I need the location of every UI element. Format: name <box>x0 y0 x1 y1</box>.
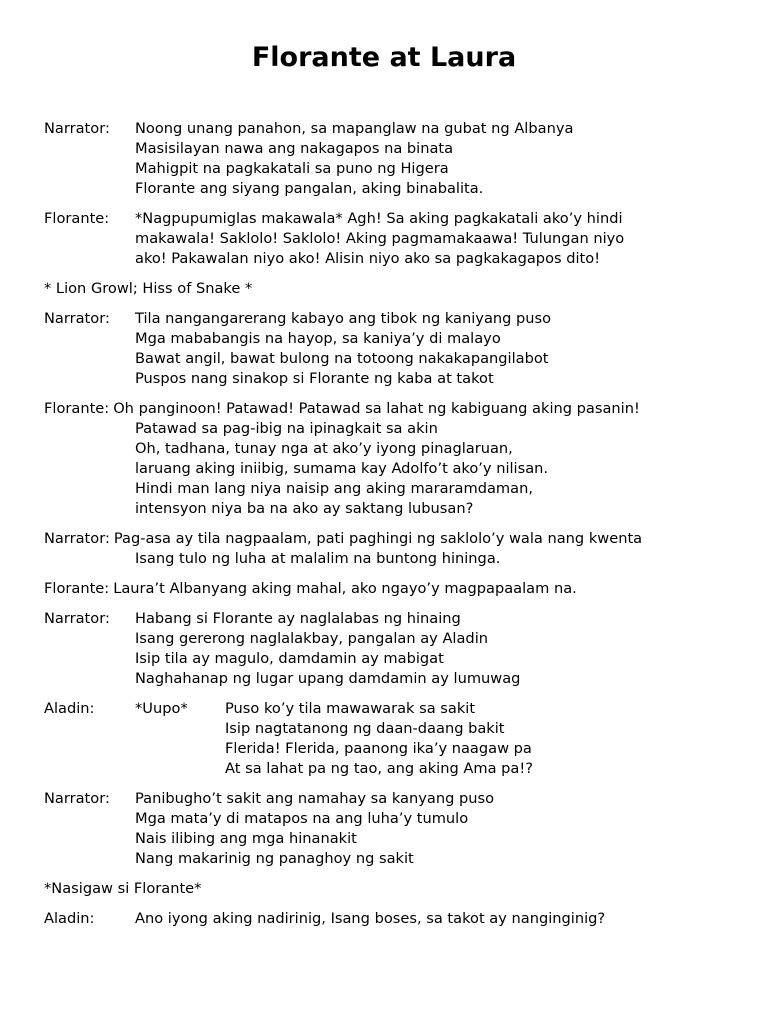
dialogue-line: Isang tulo ng luha at malalim na buntong hininga. <box>135 550 501 567</box>
speaker-label: Narrator: <box>44 610 110 627</box>
dialogue-line: Panibugho’t sakit ang namahay sa kanyang puso <box>135 790 495 807</box>
dialogue-lines <box>44 419 744 519</box>
speaker-label: Florante: <box>44 580 110 597</box>
dialogue-line: laruang aking iniibig, sumama kay Adolfo’t ako’y nilisan. <box>135 460 549 477</box>
dialogue-line: Naghahanap ng lugar upang damdamin ay lumuwag <box>135 670 521 687</box>
dialogue-line: Bawat angil, bawat bulong na totoong nakakapangilabot <box>135 350 549 367</box>
dialogue-line: Mga mababangis na hayop, sa kaniya’y di malayo <box>135 330 501 347</box>
dialogue-line: At sa lahat pa ng tao, ang aking Ama pa!? <box>225 760 533 777</box>
dialogue-line: Oh panginoon! Patawad! Patawad sa lahat ng kabiguang aking pasanin! <box>113 400 640 417</box>
dialogue-lines <box>135 909 744 929</box>
stage-cue-text: *Nasigaw si Florante* <box>44 880 202 897</box>
speaker-label: Narrator: <box>44 310 110 327</box>
dialogue-line: Ano iyong aking nadirinig, Isang boses, sa takot ay nanginginig? <box>135 910 606 927</box>
dialogue-line: Masisilayan nawa ang nakagapos na binata <box>135 140 454 157</box>
script-block-aladin <box>44 909 744 929</box>
first-line-row <box>44 399 744 419</box>
speaker-label: Narrator: <box>44 120 110 137</box>
dialogue-line: makawala! Saklolo! Saklolo! Aking pagmamakaawa! Tulungan niyo <box>135 230 625 247</box>
dialogue-lines <box>135 209 744 269</box>
script-block-narrator <box>44 609 744 689</box>
dialogue-line: Hindi man lang niya naisip ang aking mararamdaman, <box>135 480 533 497</box>
dialogue-lines <box>135 119 744 199</box>
dialogue-line: Tila nangangarerang kabayo ang tibok ng kaniyang puso <box>135 310 552 327</box>
script-block-narrator <box>44 529 744 569</box>
dialogue-line: Florante ang siyang pangalan, aking binabalita. <box>135 180 484 197</box>
dialogue-line: Isang gererong naglalakbay, pangalan ay Aladin <box>135 630 489 647</box>
speaker-label: Florante: <box>44 210 110 227</box>
document-title: Florante at Laura <box>251 42 517 73</box>
dialogue-line: Noong unang panahon, sa mapanglaw na gubat ng Albanya <box>135 120 574 137</box>
script-body <box>44 119 744 939</box>
first-line-row <box>44 529 744 549</box>
script-block-narrator <box>44 119 744 199</box>
script-block-aladin <box>44 699 744 779</box>
dialogue-line: Patawad sa pag-ibig na ipinagkait sa akin <box>135 420 438 437</box>
script-block-florante <box>44 579 744 599</box>
dialogue-line: ako! Pakawalan niyo ako! Alisin niyo ako sa pagkakagapos dito! <box>135 250 601 267</box>
dialogue-lines <box>135 309 744 389</box>
dialogue-lines <box>135 789 744 869</box>
speaker-label: Narrator: <box>44 790 110 807</box>
speaker-label: Florante: <box>44 400 110 417</box>
speaker-label: Aladin: <box>44 700 95 717</box>
script-block-narrator <box>44 789 744 869</box>
dialogue-lines <box>135 609 744 689</box>
stage-action: *Uupo* <box>135 700 188 717</box>
dialogue-line: Nang makarinig ng panaghoy ng sakit <box>135 850 414 867</box>
dialogue-line: Habang si Florante ay naglalabas ng hinaing <box>135 610 461 627</box>
speaker-label: Narrator: <box>44 530 110 547</box>
dialogue-line: Flerida! Flerida, paanong ika’y naagaw pa <box>225 740 532 757</box>
dialogue-line: Pag-asa ay tila nagpaalam, pati paghingi ng saklolo’y wala nang kwenta <box>113 530 643 547</box>
script-block-narrator <box>44 309 744 389</box>
dialogue-line: Mahigpit na pagkakatali sa puno ng Higera <box>135 160 449 177</box>
dialogue-line: Laura’t Albanyang aking mahal, ako ngayo’y magpapaalam na. <box>113 580 577 597</box>
dialogue-line: Oh, tadhana, tunay nga at ako’y iyong pinaglaruan, <box>135 440 513 457</box>
stage-cue <box>44 279 744 299</box>
dialogue-line: Mga mata’y di matapos na ang luha’y tumulo <box>135 810 469 827</box>
dialogue-lines <box>225 699 744 779</box>
stage-cue <box>44 879 744 899</box>
speaker-label: Aladin: <box>44 910 95 927</box>
first-line-row <box>44 579 744 599</box>
dialogue-line: Puso ko’y tila mawawarak sa sakit <box>225 700 476 717</box>
dialogue-line: intensyon niya ba na ako ay saktang lubusan? <box>135 500 474 517</box>
stage-cue-text: * Lion Growl; Hiss of Snake * <box>44 280 253 297</box>
dialogue-line: *Nagpupumiglas makawala* Agh! Sa aking pagkakatali ako’y hindi <box>135 210 623 227</box>
script-block-florante <box>44 399 744 519</box>
dialogue-lines <box>44 549 744 569</box>
dialogue-line: Isip nagtatanong ng daan-daang bakit <box>225 720 505 737</box>
dialogue-line: Isip tila ay magulo, damdamin ay mabigat <box>135 650 444 667</box>
script-block-florante <box>44 209 744 269</box>
dialogue-line: Nais ilibing ang mga hinanakit <box>135 830 357 847</box>
dialogue-line: Puspos nang sinakop si Florante ng kaba at takot <box>135 370 494 387</box>
